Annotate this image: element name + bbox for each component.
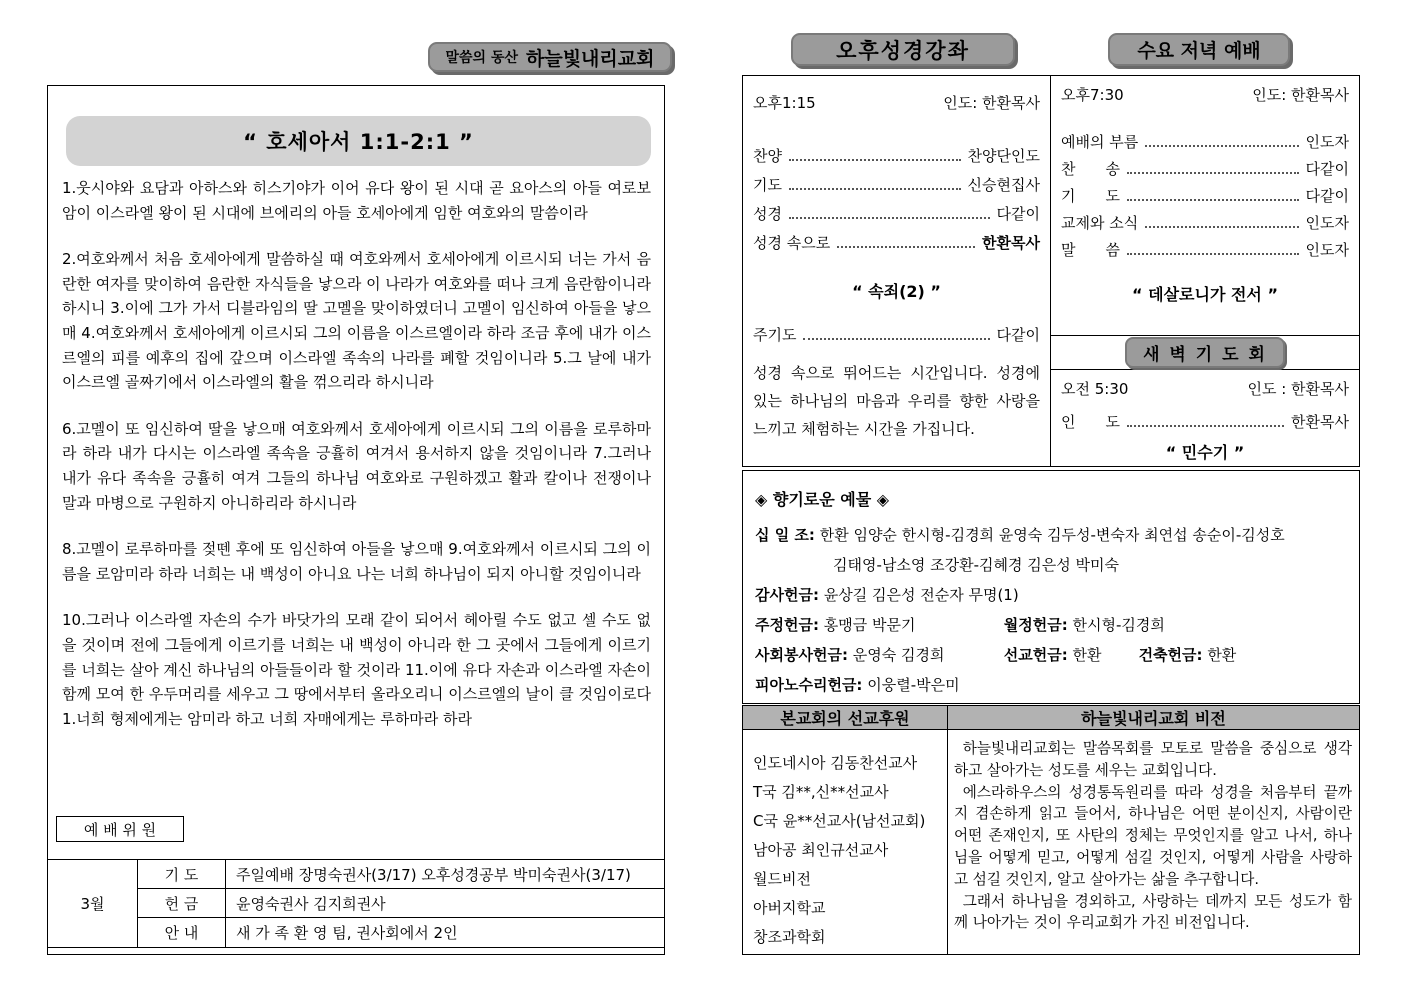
tithe-row-continued: 김태영-남소영 조강환-김혜경 김은성 박미숙 — [833, 556, 1119, 574]
order-item — [753, 203, 1040, 232]
dotted-leader — [1145, 226, 1298, 228]
dawn-prayer-section — [1051, 370, 1359, 466]
vision-paragraph: 에스라하우스의 성경통독원리를 따라 성경을 처음부터 끝까지 겸손하게 읽고 들어서, 하나님은 어떤 분이신지, 사람이란 어떤 존재인지, 또 사탄의 정체는 무엇인지를 알고 나서, 하나님을 어떻게 믿고, 어떻게 섬길 것인지, 어떻게 사람을 사랑하고 섬길 것인지, 알고 살아가는 삶을 추구합니다. — [954, 783, 1352, 888]
mission-item: 아버지학교 — [753, 899, 826, 917]
committee-row-label: 안 내 — [138, 918, 226, 947]
mission-item: T국 김**,신**선교사 — [753, 783, 889, 801]
wednesday-sermon-title: “ 데살로니가 전서 ” — [1132, 285, 1278, 304]
scripture-title: “ 호세아서 1:1-2:1 ” — [66, 116, 651, 166]
committee-row-value: 주일예배 장명숙권사(3/17) 오후성경공부 박미숙권사(3/17) — [226, 860, 664, 889]
afternoon-time-row — [753, 92, 1040, 113]
church-name-badge — [428, 42, 672, 72]
order-item-label: 성경 속으로 — [753, 234, 831, 252]
wednesday-worship-section — [1051, 76, 1359, 336]
mission-item: 인도네시아 김동찬선교사 — [753, 754, 918, 772]
committee-row-label: 헌 금 — [138, 889, 226, 918]
piano-label: 피아노수리헌금: — [755, 676, 863, 694]
order-item-value: 찬양단인도 — [967, 147, 1040, 165]
dotted-leader — [1127, 253, 1299, 255]
missions-vision-header — [743, 706, 1359, 730]
service-label: 사회봉사헌금: — [755, 646, 848, 664]
dawn-time: 오전 5:30 — [1061, 380, 1129, 398]
scripture-paragraph: 1.웃시야와 요담과 아하스와 히스기야가 이어 유다 왕이 된 시대 곧 요아스의 아들 여로보암이 이스라엘 왕이 된 시대에 브에리의 아들 호세아에게 임한 여호와의 말씀이라 — [62, 179, 651, 222]
dotted-leader — [789, 159, 961, 161]
afternoon-time: 오후1:15 — [753, 94, 816, 112]
scripture-paragraph: 2.여호와께서 처음 호세아에게 말씀하실 때 여호와께서 호세아에게 이르시되 너는 가서 음란한 여자를 맞이하여 음란한 자식들을 낳으라 이 나라가 여호와를 떠나 크게 음란함이니라 하시니 3.이에 그가 가서 디블라임의 딸 고멜을 맞이하였더니 고멜이 임신하여 아들을 낳으매 4.여호와께서 호세아에게 이르시되 그의 이름을 이스르엘이라 하라 조금 후에 내가 이스르엘의 피를 예후의 집에 갚으며 이스라엘 족속의 나라를 폐할 것임이니라 5.그 날에 내가 이스르엘 골짜기에서 이스라엘의 활을 꺾으리라 하시니라 — [62, 250, 651, 392]
vision-text — [948, 730, 1359, 955]
order-of-service-table — [742, 75, 1360, 467]
vision-paragraph: 그래서 하나님을 경외하고, 사랑하는 데까지 모든 성도가 함께 나아가는 것이 우리교회가 가진 비전입니다. — [954, 892, 1352, 932]
building-label: 건축헌금: — [1138, 646, 1203, 664]
dawn-time-row — [1061, 378, 1349, 399]
order-item-value: 신승현집사 — [967, 176, 1040, 194]
order-item-label: 말 씀 — [1061, 241, 1120, 259]
mission-item: 창조과학회 — [753, 928, 826, 946]
wednesday-worship-badge: 수요 저녁 예배 — [1108, 33, 1290, 66]
afternoon-description: 성경 속으로 뛰어드는 시간입니다. 성경에 있는 하나님의 마음과 우리를 향한 사랑을 느끼고 체험하는 시간을 가집니다. — [753, 364, 1040, 438]
dotted-leader — [1145, 145, 1298, 147]
order-item-label: 인 도 — [1061, 413, 1120, 431]
order-item-label: 찬양 — [753, 147, 782, 165]
order-item-label: 성경 — [753, 205, 782, 223]
dotted-leader — [837, 246, 975, 248]
mission-label: 선교헌금: — [1003, 646, 1068, 664]
scripture-paragraph: 8.고멜이 로루하마를 젖뗀 후에 또 임신하여 아들을 낳으매 9.여호와께서 이르시되 그의 이름을 로암미라 하라 너희는 내 백성이 아니요 나는 너희 하나님이 되지 아니할 것임이니라 — [62, 540, 651, 583]
order-item-value: 다같이 — [1305, 187, 1349, 205]
order-item — [753, 232, 1040, 261]
worship-committee-title: 예 배 위 원 — [56, 816, 184, 842]
mission-names: 한환 — [1072, 646, 1102, 664]
dotted-leader — [803, 338, 989, 340]
dotted-leader — [789, 188, 961, 190]
afternoon-bible-section — [743, 76, 1051, 466]
order-item — [1061, 212, 1349, 239]
order-item-value: 인도자 — [1305, 241, 1349, 259]
order-item-label: 예배의 부름 — [1061, 133, 1139, 151]
afternoon-leader: 인도: 한환목사 — [943, 94, 1040, 112]
weekly-label: 주정헌금: — [755, 616, 819, 634]
scripture-paragraph: 10.그러나 이스라엘 자손의 수가 바닷가의 모래 같이 되어서 헤아릴 수도 없고 셀 수도 없을 것이며 전에 그들에게 이르기를 너희는 내 백성이 아니라 한 그 곳에서 그들에게 이르기를 너희는 살아 계신 하나님의 아들들이라 할 것이라 11.이에 유다 자손과 이스라엘 자손이 함께 모여 한 우두머리를 세우고 그 땅에서부터 올라오리니 이스르엘의 날이 클 것임이로다 1.너희 형제에게는 암미라 하고 너희 자매에게는 루하마라 하라 — [62, 611, 651, 728]
order-item-value: 다같이 — [1305, 160, 1349, 178]
wednesday-leader: 인도: 한환목사 — [1252, 86, 1349, 104]
weekly-names: 홍맹금 박문기 — [823, 616, 916, 634]
order-item-value: 다같이 — [996, 326, 1040, 344]
scripture-paragraph: 6.고멜이 또 임신하여 딸을 낳으매 여호와께서 호세아에게 이르시되 그의 이름을 로루하마라 하라 내가 다시는 이스라엘 족속을 긍휼히 여겨서 용서하지 않을 것임이니라 7.그러나 내가 유다 족속을 긍휼히 여겨 그들의 하나님 여호와로 구원하겠고 활과 칼이나 전쟁이나 말과 마병으로 구원하지 아니하리라 하시니라 — [62, 419, 651, 512]
dawn-leader: 인도 : 한환목사 — [1247, 380, 1349, 398]
committee-row-value: 새 가 족 환 영 팀, 권사회에서 2인 — [236, 924, 458, 942]
dawn-sermon-title: “ 민수기 ” — [1165, 443, 1245, 462]
thanks-offering-row — [755, 586, 1347, 605]
wednesday-time-row — [1061, 84, 1349, 105]
order-item-value: 인도자 — [1305, 133, 1349, 151]
badge-church-name: 하늘빛내리교회 — [526, 47, 655, 70]
vision-paragraph: 하늘빛내리교회는 말씀목회를 모토로 말씀을 중심으로 생각하고 살아가는 성도를 세우는 교회입니다. — [954, 740, 1352, 779]
wednesday-time: 오후7:30 — [1061, 86, 1124, 104]
dotted-leader — [1127, 172, 1299, 174]
thanks-label: 감사헌금: — [755, 586, 819, 604]
afternoon-items — [753, 145, 1040, 261]
order-item-value: 인도자 — [1305, 214, 1349, 232]
dawn-prayer-badge: 새 벽 기 도 회 — [1125, 337, 1285, 368]
weekly-monthly-row — [755, 616, 1347, 635]
missions-vision-body — [743, 730, 1359, 955]
missions-vision-table — [742, 705, 1360, 955]
piano-names: 이웅렬-박은미 — [867, 676, 960, 694]
order-item — [1061, 239, 1349, 266]
offerings-title: ◈ 향기로운 예물 ◈ — [755, 490, 890, 509]
order-item — [753, 174, 1040, 203]
scripture-text — [62, 176, 651, 753]
mission-item: 월드비전 — [753, 870, 811, 888]
afternoon-bible-badge: 오후성경강좌 — [791, 33, 1015, 66]
dawn-prayer-header — [1051, 336, 1359, 370]
mission-item: C국 윤**선교사(남선교회) — [753, 812, 926, 830]
dotted-leader — [1127, 199, 1299, 201]
wednesday-items — [1061, 131, 1349, 266]
order-item-value: 한환목사 — [982, 234, 1040, 252]
worship-committee-table — [47, 859, 665, 948]
badge-subtitle: 말씀의 동산 — [445, 50, 518, 66]
piano-repair-row — [755, 676, 1347, 695]
scripture-panel — [47, 85, 665, 955]
order-item-label: 기도 — [753, 176, 782, 194]
tithe-row — [755, 526, 1347, 545]
order-item-label: 찬 송 — [1061, 160, 1120, 178]
offerings-panel — [742, 470, 1360, 704]
wednesday-dawn-section — [1051, 76, 1359, 466]
order-item-label: 주기도 — [753, 326, 797, 344]
order-item — [753, 324, 1040, 353]
service-names: 운영숙 김경희 — [852, 646, 945, 664]
order-item — [1061, 131, 1349, 158]
monthly-label: 월정헌금: — [1003, 616, 1068, 634]
committee-row-label: 기 도 — [138, 860, 226, 889]
service-mission-building-row — [755, 646, 1347, 665]
mission-item: 남아공 최인규선교사 — [753, 841, 889, 859]
missions-list — [743, 730, 948, 955]
monthly-names: 한시형-김경희 — [1072, 616, 1165, 634]
order-item-value: 다같이 — [996, 205, 1040, 223]
order-item — [1061, 411, 1349, 440]
order-item — [1061, 185, 1349, 212]
dotted-leader — [789, 217, 990, 219]
order-item — [753, 145, 1040, 174]
afternoon-sermon-title: “ 속죄(2) ” — [852, 282, 941, 301]
order-item-value: 한환목사 — [1291, 413, 1349, 431]
order-item-label: 교제와 소식 — [1061, 214, 1139, 232]
tithe-label: 십 일 조: — [755, 526, 815, 544]
tithe-names: 한환 임양순 한시형-김경희 윤영숙 김두성-변숙자 최연섭 송순이-김성호 — [819, 526, 1285, 544]
thanks-names: 윤상길 김은성 전순자 무명(1) — [823, 586, 1019, 604]
committee-row-value: 윤영숙권사 김지희권사 — [226, 889, 664, 918]
missions-header: 본교회의 선교후원 — [743, 706, 948, 729]
vision-header: 하늘빛내리교회 비전 — [1081, 709, 1226, 728]
order-item — [1061, 158, 1349, 185]
dotted-leader — [1127, 425, 1284, 427]
order-item-label: 기 도 — [1061, 187, 1120, 205]
building-names: 한환 — [1207, 646, 1237, 664]
committee-month: 3월 — [48, 860, 138, 947]
